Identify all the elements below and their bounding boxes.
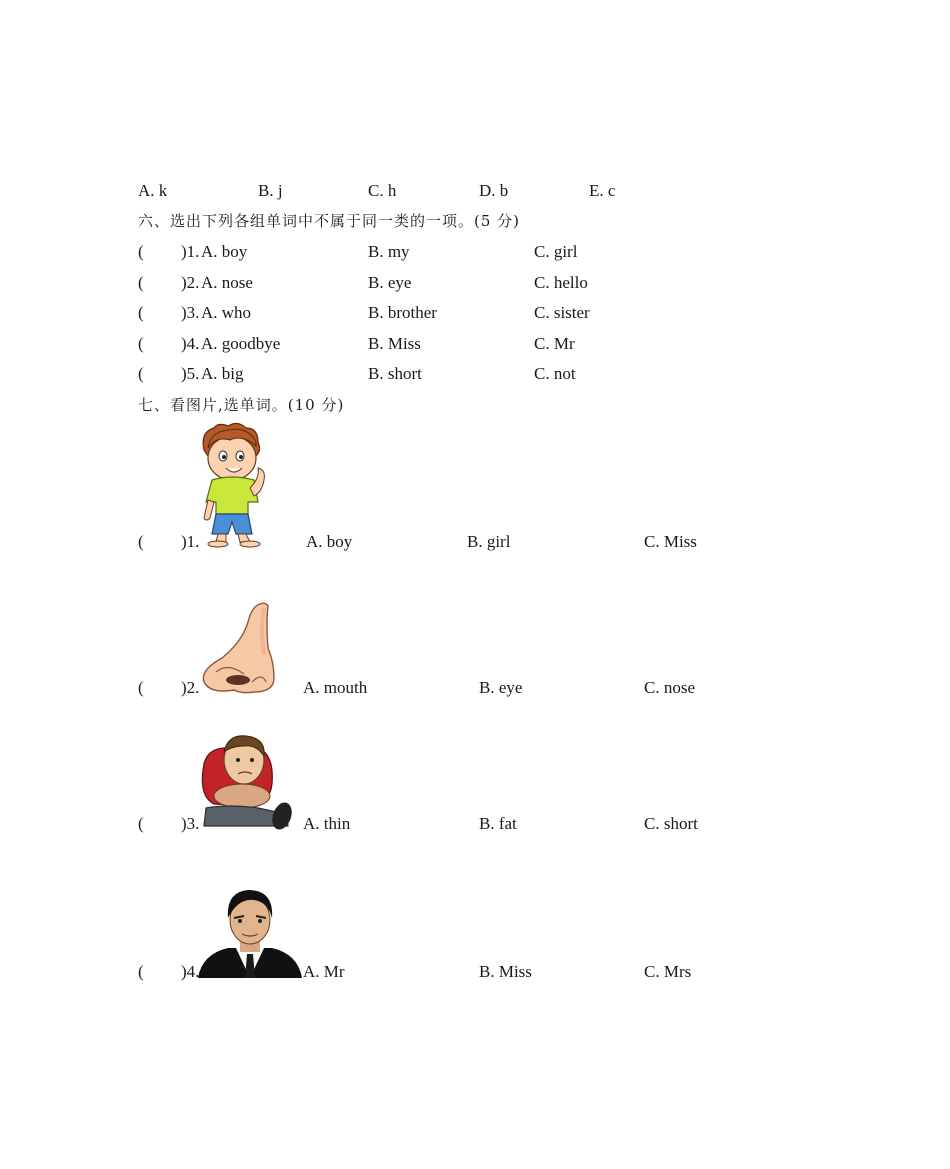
question-number: )4. bbox=[181, 962, 200, 981]
question-number: )1. bbox=[181, 242, 200, 261]
choice-a: A. boy bbox=[306, 532, 353, 551]
question-number: )1. bbox=[181, 532, 200, 551]
boy-cartoon-icon bbox=[196, 422, 272, 548]
choice-c: C. short bbox=[644, 814, 698, 833]
choice-b: B. brother bbox=[368, 303, 437, 322]
choice-c: C. Mrs bbox=[644, 962, 692, 981]
choice-b: B. Miss bbox=[479, 962, 532, 981]
option-e: E. c bbox=[589, 181, 616, 200]
man-in-suit-icon bbox=[198, 888, 302, 978]
choice-a: A. big bbox=[201, 364, 244, 383]
section-6-title: 六、选出下列各组单词中不属于同一类的一项。(5 分) bbox=[138, 212, 521, 230]
option-d: D. b bbox=[479, 181, 509, 200]
choice-c: C. Mr bbox=[534, 334, 575, 353]
answer-paren[interactable]: ( bbox=[138, 814, 144, 833]
choice-a: A. mouth bbox=[303, 678, 368, 697]
answer-paren[interactable]: ( bbox=[138, 678, 144, 697]
choice-b: B. my bbox=[368, 242, 410, 261]
choice-c: C. sister bbox=[534, 303, 590, 322]
option-c: C. h bbox=[368, 181, 397, 200]
answer-paren[interactable]: ( bbox=[138, 273, 144, 292]
choice-c: C. nose bbox=[644, 678, 695, 697]
question-number: )2. bbox=[181, 273, 200, 292]
choice-a: A. nose bbox=[201, 273, 253, 292]
nose-cartoon-icon bbox=[198, 602, 278, 694]
choice-b: B. eye bbox=[368, 273, 412, 292]
question-number: )2. bbox=[181, 678, 200, 697]
answer-paren[interactable]: ( bbox=[138, 532, 144, 551]
section-7-title: 七、看图片,选单词。(10 分) bbox=[138, 396, 345, 414]
choice-a: A. boy bbox=[201, 242, 248, 261]
choice-b: B. eye bbox=[479, 678, 523, 697]
answer-paren[interactable]: ( bbox=[138, 242, 144, 261]
question-number: )4. bbox=[181, 334, 200, 353]
choice-a: A. goodbye bbox=[201, 334, 281, 353]
choice-c: C. not bbox=[534, 364, 576, 383]
fat-man-cartoon-icon bbox=[198, 734, 296, 832]
choice-b: B. Miss bbox=[368, 334, 421, 353]
choice-a: A. Mr bbox=[303, 962, 345, 981]
choice-a: A. who bbox=[201, 303, 252, 322]
choice-b: B. fat bbox=[479, 814, 517, 833]
question-number: )3. bbox=[181, 303, 200, 322]
choice-c: C. girl bbox=[534, 242, 578, 261]
choice-a: A. thin bbox=[303, 814, 351, 833]
option-b: B. j bbox=[258, 181, 283, 200]
answer-paren[interactable]: ( bbox=[138, 364, 144, 383]
choice-b: B. girl bbox=[467, 532, 511, 551]
answer-paren[interactable]: ( bbox=[138, 962, 144, 981]
answer-paren[interactable]: ( bbox=[138, 334, 144, 353]
choice-b: B. short bbox=[368, 364, 422, 383]
option-a: A. k bbox=[138, 181, 168, 200]
choice-c: C. hello bbox=[534, 273, 588, 292]
question-number: )3. bbox=[181, 814, 200, 833]
choice-c: C. Miss bbox=[644, 532, 697, 551]
answer-paren[interactable]: ( bbox=[138, 303, 144, 322]
question-number: )5. bbox=[181, 364, 200, 383]
